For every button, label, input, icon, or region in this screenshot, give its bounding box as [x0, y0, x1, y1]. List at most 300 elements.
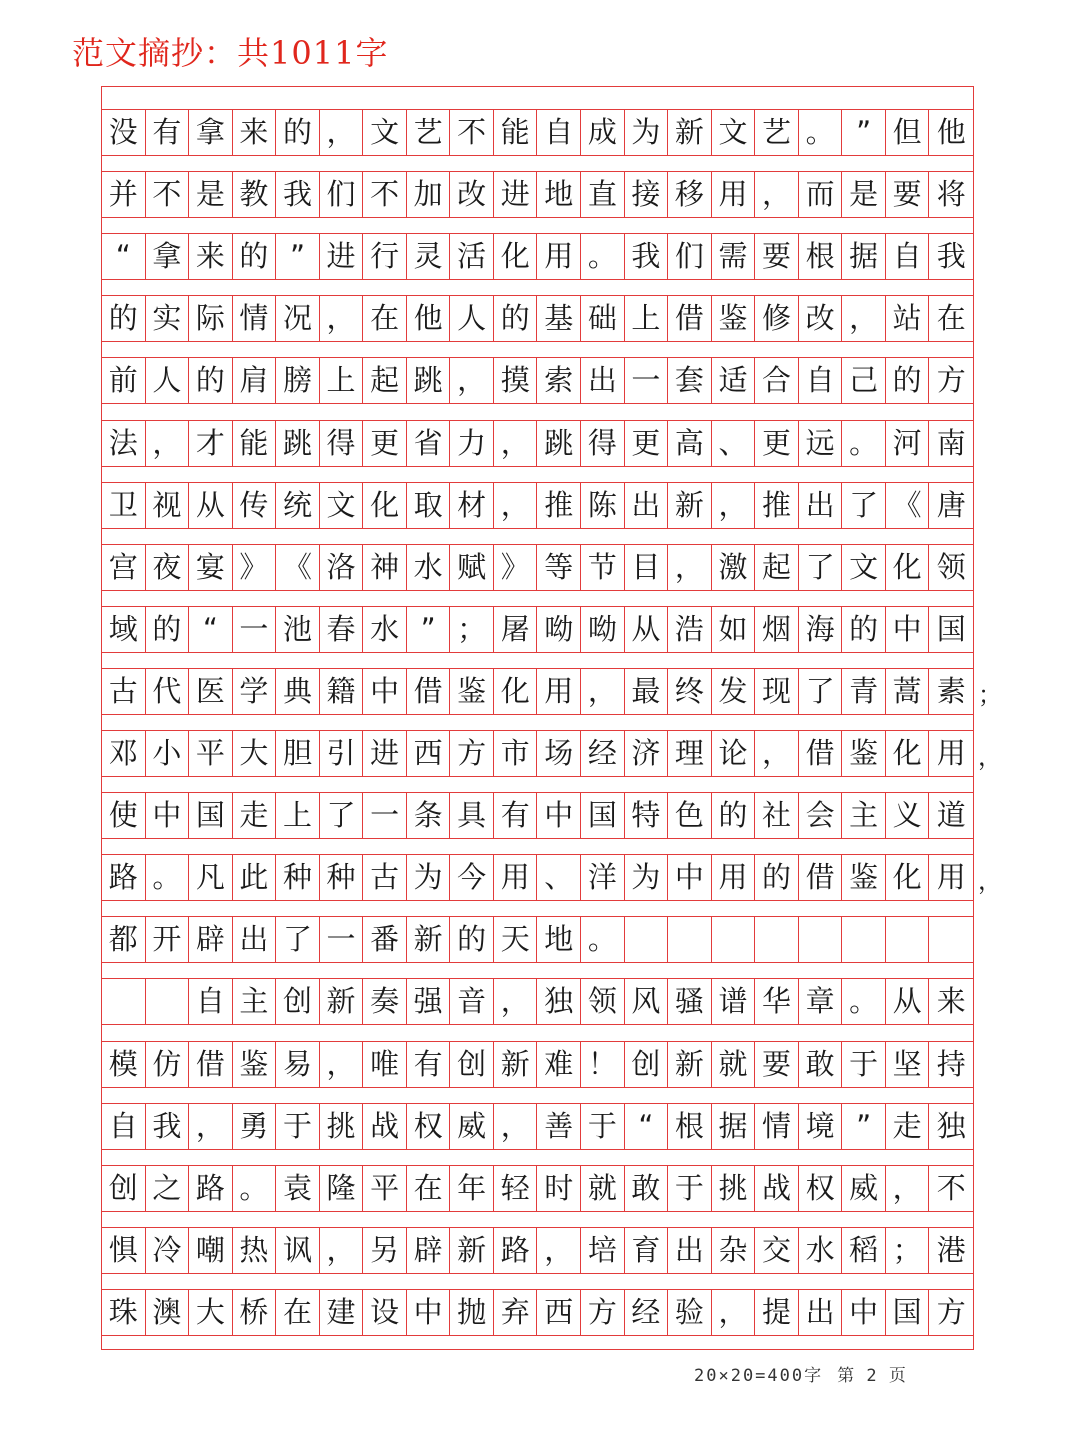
- grid-cell: 地: [537, 917, 581, 962]
- grid-cell: 神: [363, 545, 407, 590]
- grid-cell: 鉴: [842, 731, 886, 776]
- grid-cell: 而: [799, 172, 843, 217]
- grid-cell: 用: [537, 669, 581, 714]
- grid-cell: [929, 917, 973, 962]
- grid-cell: 灵: [407, 234, 451, 279]
- grid-cell: 我: [276, 172, 320, 217]
- grid-cell: ，: [494, 483, 538, 528]
- grid-cell: 中: [363, 669, 407, 714]
- grid-cell: 激: [712, 545, 756, 590]
- grid-cell: 能: [233, 421, 277, 466]
- grid-cell: 典: [276, 669, 320, 714]
- grid-cell: 南: [936, 425, 966, 460]
- grid-cell: 跳: [537, 421, 581, 466]
- grid-cell: 索: [537, 358, 581, 403]
- grid-cell: 权: [407, 1104, 451, 1149]
- grid-cell: 来: [936, 984, 966, 1019]
- grid-cell: 领: [936, 549, 966, 584]
- grid-cell: 法: [102, 421, 146, 466]
- grid-cell: 坚: [886, 1042, 930, 1087]
- grid-cell: 拿: [146, 234, 190, 279]
- grid-cell: [668, 917, 712, 962]
- grid-row: [102, 1041, 973, 1088]
- grid-cell: 创: [102, 1166, 146, 1211]
- grid-cell: 经: [625, 1290, 669, 1335]
- grid-row: [102, 854, 973, 901]
- grid-cell: 人: [146, 358, 190, 403]
- grid-cell: 主: [842, 793, 886, 838]
- grid-cell: 道: [936, 798, 966, 833]
- margin-punctuation: ，: [978, 867, 1002, 896]
- grid-cell: 袁: [276, 1166, 320, 1211]
- grid-cell: 我: [625, 234, 669, 279]
- page-title: 范文摘抄：共1011字: [72, 34, 389, 72]
- grid-cell: 进: [363, 731, 407, 776]
- grid-cell: 敢: [625, 1166, 669, 1211]
- grid-cell: 用: [936, 860, 966, 895]
- grid-cell: 他: [936, 115, 966, 149]
- grid-cell: 隆: [320, 1166, 364, 1211]
- grid-cell: [146, 979, 190, 1024]
- grid-cell: 的: [712, 793, 756, 838]
- grid-cell: 进: [494, 172, 538, 217]
- grid-cell: 前: [102, 358, 146, 403]
- grid-cell: 辟: [189, 917, 233, 962]
- grid-cell: 际: [189, 296, 233, 341]
- grid-cell: 走: [233, 793, 277, 838]
- grid-cell: 自: [102, 1104, 146, 1149]
- grid-cell: 境: [799, 1104, 843, 1149]
- grid-cell: 路: [102, 855, 146, 900]
- grid-cell: 杂: [712, 1228, 756, 1273]
- grid-cell: 据: [842, 234, 886, 279]
- grid-cell: 得: [581, 421, 625, 466]
- grid-cell: 奏: [363, 979, 407, 1024]
- grid-row: [102, 1289, 973, 1336]
- grid-cell: ，: [320, 296, 364, 341]
- grid-cell: 都: [102, 917, 146, 962]
- grid-cell: 交: [755, 1228, 799, 1273]
- grid-row: [102, 916, 973, 963]
- grid-cell: 邓: [102, 731, 146, 776]
- grid-cell: 蒿: [886, 669, 930, 714]
- grid-cell: 出: [625, 483, 669, 528]
- grid-cell: 要: [755, 234, 799, 279]
- grid-cell: 平: [189, 731, 233, 776]
- grid-cell: 主: [233, 979, 277, 1024]
- grid-cell: 》: [494, 545, 538, 590]
- grid-cell: 此: [233, 855, 277, 900]
- grid-cell: 行: [363, 234, 407, 279]
- grid-cell: 会: [799, 793, 843, 838]
- grid-cell: 修: [755, 296, 799, 341]
- page-footer: [694, 1361, 907, 1386]
- grid-cell: 河: [886, 421, 930, 466]
- grid-cell: 权: [799, 1166, 843, 1211]
- grid-cell: 艺: [755, 110, 799, 155]
- grid-cell: 国: [886, 1290, 930, 1335]
- grid-cell: ，: [886, 1166, 930, 1211]
- grid-cell: 出: [799, 483, 843, 528]
- grid-cell: 出: [581, 358, 625, 403]
- grid-cell: 为: [625, 855, 669, 900]
- grid-cell: 国: [581, 793, 625, 838]
- grid-cell: 育: [625, 1228, 669, 1273]
- grid-cell: 远: [799, 421, 843, 466]
- grid-cell: 上: [320, 358, 364, 403]
- grid-cell: 新: [407, 917, 451, 962]
- margin-punctuation: ，: [978, 743, 1002, 771]
- grid-cell: 人: [450, 296, 494, 341]
- grid-cell: 国: [936, 611, 966, 646]
- grid-cell: 础: [581, 296, 625, 341]
- grid-cell: 惧: [102, 1228, 146, 1273]
- grid-cell: 来: [189, 234, 233, 279]
- grid-cell: 唐: [936, 487, 966, 522]
- grid-cell: 站: [886, 296, 930, 341]
- grid-cell: 根: [668, 1104, 712, 1149]
- grid-cell: 自: [886, 234, 930, 279]
- grid-cell: ；: [450, 607, 494, 652]
- grid-cell: 我: [146, 1104, 190, 1149]
- grid-cell: ”: [842, 110, 886, 155]
- grid-cell: ，: [320, 110, 364, 155]
- grid-cell: 更: [625, 421, 669, 466]
- grid-cell: 视: [146, 483, 190, 528]
- grid-cell: 进: [320, 234, 364, 279]
- grid-cell: 挑: [712, 1166, 756, 1211]
- grid-cell: 在: [407, 1166, 451, 1211]
- grid-cell: 春: [320, 607, 364, 652]
- grid-cell: 。: [842, 421, 886, 466]
- grid-cell: 们: [668, 234, 712, 279]
- grid-cell: 西: [537, 1290, 581, 1335]
- grid-cell: 最: [625, 669, 669, 714]
- grid-cell: 套: [668, 358, 712, 403]
- grid-cell: 小: [146, 731, 190, 776]
- grid-cell: 上: [276, 793, 320, 838]
- grid-cell: 。: [146, 855, 190, 900]
- grid-cell: 鉴: [233, 1042, 277, 1087]
- grid-cell: 使: [102, 793, 146, 838]
- grid-cell: 经: [581, 731, 625, 776]
- grid-cell: 夜: [146, 545, 190, 590]
- grid-cell: 强: [407, 979, 451, 1024]
- grid-cell: 文: [320, 483, 364, 528]
- grid-cell: 接: [625, 172, 669, 217]
- grid-cell: 年: [450, 1166, 494, 1211]
- grid-cell: 力: [450, 421, 494, 466]
- grid-cell: ；: [886, 1228, 930, 1273]
- grid-cell: 情: [233, 296, 277, 341]
- grid-cell: 特: [625, 793, 669, 838]
- grid-cell: 风: [625, 979, 669, 1024]
- grid-cell: 为: [625, 110, 669, 155]
- grid-cell: 、: [712, 421, 756, 466]
- grid-cell: 创: [276, 979, 320, 1024]
- grid-row: [102, 978, 973, 1025]
- grid-cell: 现: [755, 669, 799, 714]
- grid-cell: 出: [233, 917, 277, 962]
- grid-row: [102, 357, 973, 404]
- grid-cell: 他: [407, 296, 451, 341]
- grid-cell: ，: [320, 1042, 364, 1087]
- grid-cell: 培: [581, 1228, 625, 1273]
- grid-cell: 平: [363, 1166, 407, 1211]
- grid-cell: 种: [276, 855, 320, 900]
- grid-row: [102, 109, 973, 156]
- grid-cell: “: [102, 234, 146, 279]
- grid-cell: 才: [189, 421, 233, 466]
- grid-cell: 呦: [581, 607, 625, 652]
- grid-cell: 。: [233, 1166, 277, 1211]
- grid-cell: [102, 979, 146, 1024]
- grid-cell: 。: [581, 917, 625, 962]
- grid-cell: 具: [450, 793, 494, 838]
- grid-cell: 基: [537, 296, 581, 341]
- grid-cell: 用: [712, 855, 756, 900]
- grid-row: [102, 606, 973, 653]
- grid-cell: 不: [936, 1170, 966, 1205]
- grid-cell: ，: [755, 172, 799, 217]
- grid-cell: 就: [712, 1042, 756, 1087]
- grid-cell: [886, 917, 930, 962]
- grid-cell: 了: [842, 483, 886, 528]
- grid-cell: 拿: [189, 110, 233, 155]
- grid-cell: 代: [146, 669, 190, 714]
- grid-cell: 大: [233, 731, 277, 776]
- grid-cell: 弃: [494, 1290, 538, 1335]
- grid-cell: 模: [102, 1042, 146, 1087]
- grid-cell: 新: [668, 110, 712, 155]
- grid-cell: 了: [276, 917, 320, 962]
- grid-cell: 新: [320, 979, 364, 1024]
- grid-cell: 市: [494, 731, 538, 776]
- grid-cell: 于: [276, 1104, 320, 1149]
- grid-cell: 西: [407, 731, 451, 776]
- grid-cell: 番: [363, 917, 407, 962]
- grid-cell: 开: [146, 917, 190, 962]
- grid-cell: ！: [581, 1042, 625, 1087]
- grid-cell: 不: [363, 172, 407, 217]
- grid-cell: 借: [189, 1042, 233, 1087]
- grid-row: [102, 295, 973, 342]
- page-number: 第 2 页: [837, 1366, 907, 1386]
- grid-cell: ，: [450, 358, 494, 403]
- grid-cell: 理: [668, 731, 712, 776]
- grid-cell: 用: [712, 172, 756, 217]
- grid-cell: 辟: [407, 1228, 451, 1273]
- grid-cell: 济: [625, 731, 669, 776]
- grid-cell: 加: [407, 172, 451, 217]
- grid-cell: 威: [842, 1166, 886, 1211]
- grid-cell: 更: [755, 421, 799, 466]
- grid-cell: 古: [363, 855, 407, 900]
- grid-cell: 用: [494, 855, 538, 900]
- grid-cell: 骚: [668, 979, 712, 1024]
- grid-row: [102, 233, 973, 280]
- grid-cell: 上: [625, 296, 669, 341]
- grid-cell: 需: [712, 234, 756, 279]
- grid-cell: 宴: [189, 545, 233, 590]
- grid-cell: 易: [276, 1042, 320, 1087]
- grid-cell: 新: [494, 1042, 538, 1087]
- grid-cell: 教: [233, 172, 277, 217]
- grid-cell: 取: [407, 483, 451, 528]
- grid-cell: 跳: [407, 358, 451, 403]
- grid-cell: ，: [581, 669, 625, 714]
- grid-cell: 胆: [276, 731, 320, 776]
- grid-cell: 学: [233, 669, 277, 714]
- grid-cell: 从: [625, 607, 669, 652]
- grid-cell: 章: [799, 979, 843, 1024]
- grid-cell: 敢: [799, 1042, 843, 1087]
- grid-cell: 桥: [233, 1290, 277, 1335]
- grid-cell: 中: [886, 607, 930, 652]
- grid-cell: 时: [537, 1166, 581, 1211]
- grid-cell: 条: [407, 793, 451, 838]
- grid-cell: 青: [842, 669, 886, 714]
- grid-cell: 化: [494, 669, 538, 714]
- grid-cell: 了: [320, 793, 364, 838]
- grid-cell: 中: [537, 793, 581, 838]
- grid-cell: 就: [581, 1166, 625, 1211]
- grid-cell: 难: [537, 1042, 581, 1087]
- grid-cell: ，: [494, 421, 538, 466]
- grid-cell: 化: [886, 545, 930, 590]
- grid-cell: 中: [407, 1290, 451, 1335]
- grid-cell: 如: [712, 607, 756, 652]
- grid-row: [102, 1103, 973, 1150]
- grid-cell: 等: [537, 545, 581, 590]
- grid-cell: 医: [189, 669, 233, 714]
- grid-cell: ，: [712, 483, 756, 528]
- grid-cell: 素: [936, 673, 966, 708]
- grid-cell: 方: [450, 731, 494, 776]
- grid-cell: 色: [668, 793, 712, 838]
- grid-cell: 珠: [102, 1290, 146, 1335]
- grid-cell: 出: [668, 1228, 712, 1273]
- grid-cell: 创: [625, 1042, 669, 1087]
- grid-cell: 有: [146, 110, 190, 155]
- grid-row: [102, 668, 973, 715]
- grid-cell: 设: [363, 1290, 407, 1335]
- grid-cell: 中: [146, 793, 190, 838]
- grid-cell: 移: [668, 172, 712, 217]
- grid-cell: ，: [320, 1228, 364, 1273]
- grid-cell: 方: [936, 363, 966, 398]
- grid-cell: ，: [494, 1104, 538, 1149]
- grid-cell: 战: [755, 1166, 799, 1211]
- margin-punctuation: ；: [978, 680, 1002, 709]
- grid-cell: 抛: [450, 1290, 494, 1335]
- grid-cell: 将: [936, 177, 966, 212]
- grid-cell: 新: [668, 1042, 712, 1087]
- grid-cell: 路: [189, 1166, 233, 1211]
- grid-cell: 大: [189, 1290, 233, 1335]
- grid-cell: [712, 917, 756, 962]
- grid-row: [102, 482, 973, 529]
- grid-cell: 的: [102, 296, 146, 341]
- grid-cell: 音: [450, 979, 494, 1024]
- grid-cell: ，: [668, 545, 712, 590]
- grid-cell: 己: [842, 358, 886, 403]
- grid-cell: 地: [537, 172, 581, 217]
- grid-cell: 赋: [450, 545, 494, 590]
- grid-cell: “: [625, 1104, 669, 1149]
- grid-cell: 方: [936, 1294, 966, 1329]
- grid-cell: 化: [886, 731, 930, 776]
- grid-cell: 新: [450, 1228, 494, 1273]
- grid-cell: 摸: [494, 358, 538, 403]
- grid-cell: 稻: [842, 1228, 886, 1273]
- grid-cell: 的: [276, 110, 320, 155]
- grid-cell: 用: [537, 234, 581, 279]
- grid-cell: ”: [407, 607, 451, 652]
- grid-cell: 浩: [668, 607, 712, 652]
- grid-cell: 冷: [146, 1228, 190, 1273]
- grid-cell: 推: [537, 483, 581, 528]
- grid-cell: ，: [537, 1228, 581, 1273]
- grid-cell: 高: [668, 421, 712, 466]
- grid-row: [102, 730, 973, 777]
- grid-cell: 情: [755, 1104, 799, 1149]
- grid-cell: 建: [320, 1290, 364, 1335]
- grid-row: [102, 792, 973, 839]
- grid-cell: 陈: [581, 483, 625, 528]
- grid-cell: 成: [581, 110, 625, 155]
- grid-cell: 勇: [233, 1104, 277, 1149]
- grid-cell: 仿: [146, 1042, 190, 1087]
- grid-cell: 是: [189, 172, 233, 217]
- grid-cell: 中: [668, 855, 712, 900]
- grid-cell: 的: [886, 358, 930, 403]
- grid-cell: 要: [886, 172, 930, 217]
- grid-cell: 借: [407, 669, 451, 714]
- grid-cell: 。: [581, 234, 625, 279]
- grid-cell: 《: [886, 483, 930, 528]
- grid-cell: 宫: [102, 545, 146, 590]
- grid-cell: 验: [668, 1290, 712, 1335]
- grid-cell: 一: [233, 607, 277, 652]
- grid-row: [102, 420, 973, 467]
- grid-cell: 从: [189, 483, 233, 528]
- grid-cell: 了: [799, 545, 843, 590]
- grid-cell: 借: [799, 855, 843, 900]
- grid-cell: ，: [146, 421, 190, 466]
- grid-cell: 嘲: [189, 1228, 233, 1273]
- grid-cell: 讽: [276, 1228, 320, 1273]
- grid-cell: 卫: [102, 483, 146, 528]
- grid-cell: 水: [407, 545, 451, 590]
- grid-row: [102, 544, 973, 591]
- grid-cell: 不: [450, 110, 494, 155]
- grid-cell: 们: [320, 172, 364, 217]
- grid-cell: 持: [936, 1046, 966, 1081]
- grid-cell: 在: [276, 1290, 320, 1335]
- grid-cell: 在: [363, 296, 407, 341]
- grid-cell: 但: [886, 110, 930, 155]
- grid-cell: ，: [755, 731, 799, 776]
- grid-cell: 在: [936, 301, 966, 336]
- grid-cell: 的: [842, 607, 886, 652]
- grid-cell: 发: [712, 669, 756, 714]
- grid-cell: 文: [712, 110, 756, 155]
- grid-cell: 文: [842, 545, 886, 590]
- grid-cell: 屠: [494, 607, 538, 652]
- grid-cell: 有: [407, 1042, 451, 1087]
- grid-cell: 省: [407, 421, 451, 466]
